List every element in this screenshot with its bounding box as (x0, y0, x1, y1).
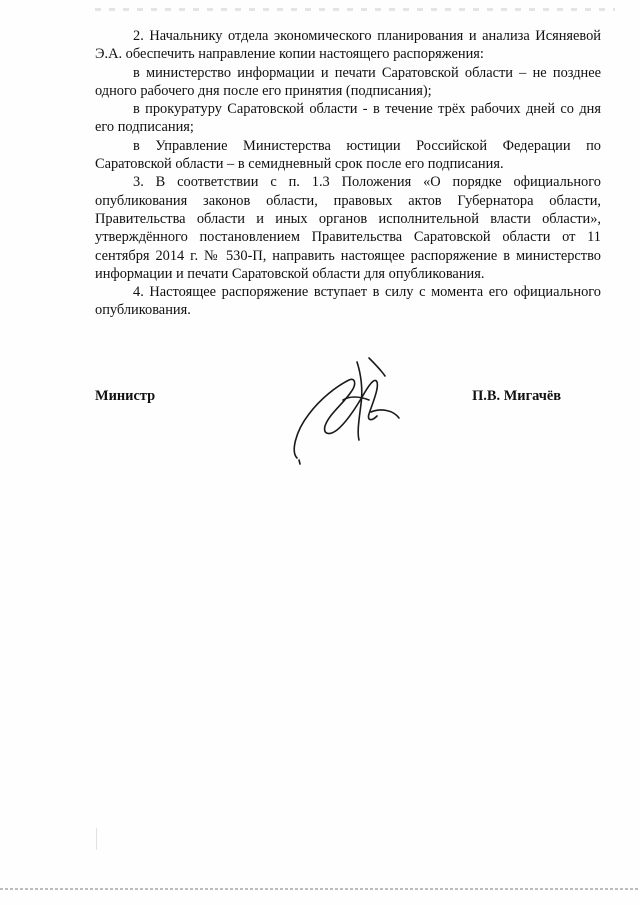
signatory-position: Министр (95, 388, 156, 404)
signatory-name: П.В. Мигачёв (472, 388, 561, 404)
paragraph-2-item-ministry: в министерство информации и печати Саратовской области – не позднее одного рабочего дня после его принятия (подписания); (95, 64, 601, 99)
paragraph-3: 3. В соответствии с п. 1.3 Положения «О порядке официального опубликования законов области, правовых актов Губернатора области, Правительства области и иных органов исполнительной власти области», утверждённого постановлением Правительства Саратовской области от 11 сентября 2014 г. № 530-П, направить настоящее распоряжение в министерство информации и печати Саратовской области для опубликования. (95, 174, 601, 282)
scan-artifact-top (95, 8, 615, 11)
paragraph-2-item-prosecutor: в прокуратуру Саратовской области - в течение трёх рабочих дней со дня его подписания; (95, 101, 601, 136)
paragraph-2: 2. Начальнику отдела экономического планирования и анализа Исяняевой Э.А. обеспечить направление копии настоящего распоряжения: (95, 28, 601, 63)
paragraph-2-item-justice: в Управление Министерства юстиции Российской Федерации по Саратовской области – в семидневный срок после его подписания. (95, 137, 601, 173)
scan-artifact-margin (96, 828, 97, 850)
scan-artifact-bottom (0, 888, 640, 890)
paragraph-4: 4. Настоящее распоряжение вступает в силу с момента его официального опубликования. (95, 284, 601, 319)
handwritten-signature (285, 340, 405, 465)
document-body (95, 27, 601, 320)
